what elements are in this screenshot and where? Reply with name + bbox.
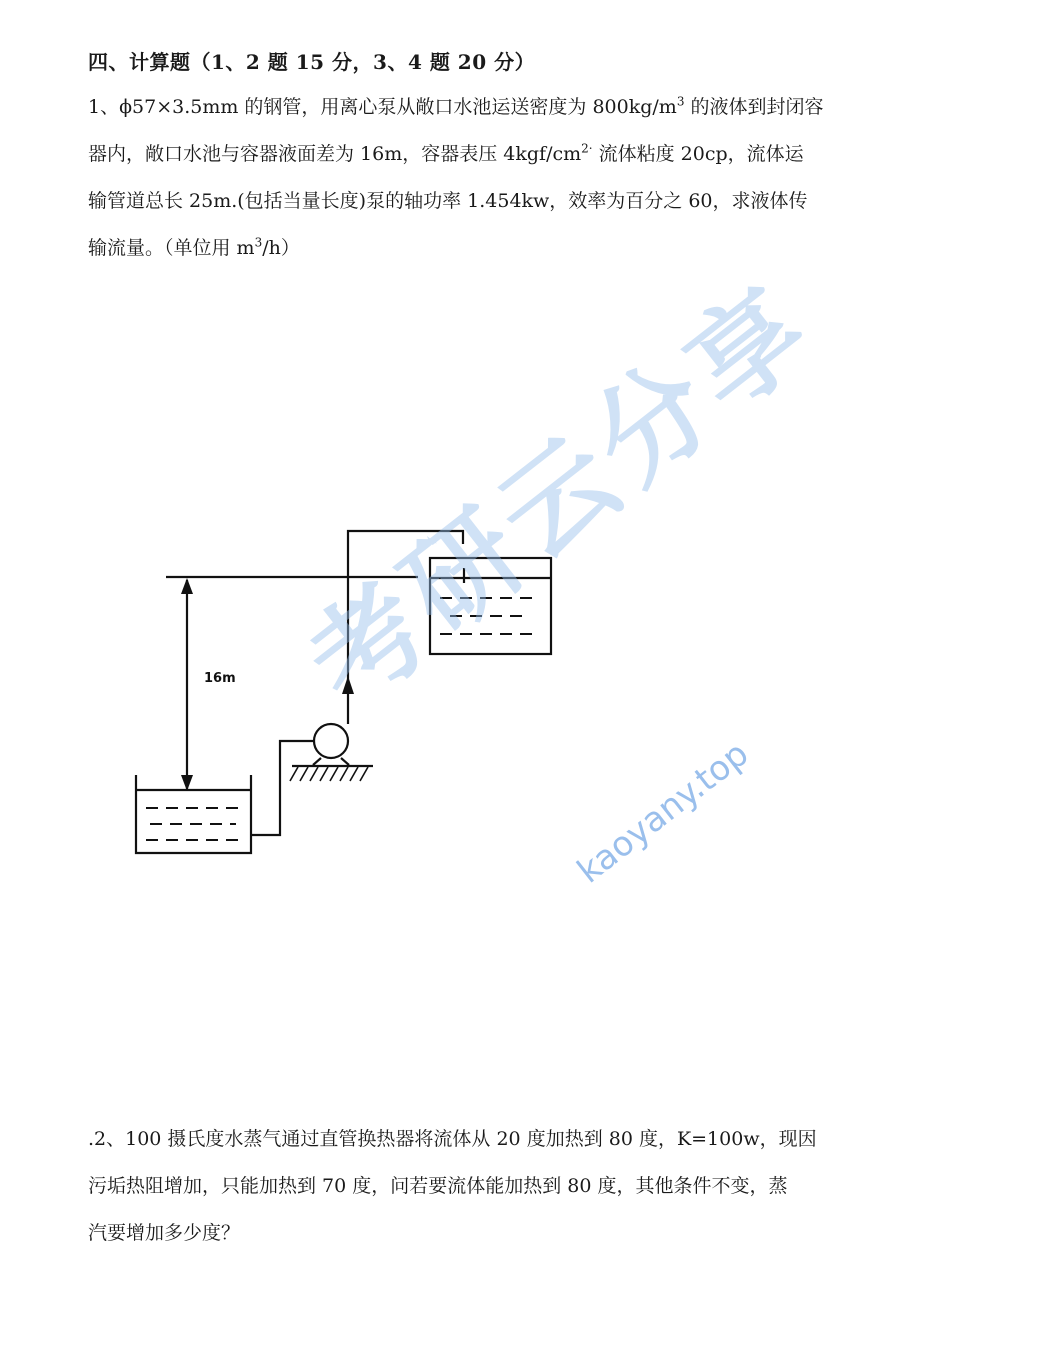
problem-1-line-3: 输管道总长 25m.(包括当量长度)泵的轴功率 1.454kw，效率为百分之 60，求液体传 — [88, 190, 808, 212]
centrifugal-pump — [314, 724, 348, 758]
problem-1-line-1-tail: 的液体到封闭容 — [684, 96, 824, 118]
watermark-chinese: 考研云分享 — [285, 260, 839, 733]
suction-pipe — [251, 741, 315, 835]
problem-1-line-4-tail: /h） — [262, 237, 300, 259]
height-label: 16m — [204, 671, 236, 686]
section-title: 四、计算题（1、2 题 15 分，3、4 题 20 分） — [88, 50, 536, 74]
dimension-arrow-bottom — [181, 775, 193, 791]
dimension-arrow-top — [181, 578, 193, 594]
problem-1-line-2-text: 器内，敞口水池与容器液面差为 16m，容器表压 4kgf/cm — [88, 143, 582, 165]
problem-1-line-1-text: 1、ϕ57×3.5mm 的钢管，用离心泵从敞口水池运送密度为 800kg/m — [88, 96, 677, 118]
watermark-url: kaoyany.top — [570, 733, 757, 892]
discharge-pipe — [348, 531, 463, 724]
pump-leg-right — [341, 758, 349, 765]
flow-unit-exponent: 3 — [254, 235, 263, 250]
problem-2 — [88, 1116, 918, 1257]
closed-container — [430, 558, 551, 654]
pump-base-hatching — [290, 767, 368, 781]
pressure-unit-exponent: 2· — [581, 141, 593, 156]
pump-leg-left — [313, 758, 321, 765]
problem-2-line-2: 污垢热阻增加，只能加热到 70 度，问若要流体能加热到 80 度，其他条件不变，蒸 — [88, 1175, 788, 1197]
problem-2-line-1: .2、100 摄氏度水蒸气通过直管换热器将流体从 20 度加热到 80 度，K=100w，现因 — [88, 1128, 817, 1150]
problem-2-line-3: 汽要增加多少度？ — [88, 1222, 241, 1244]
flow-direction-arrow — [342, 676, 354, 694]
problem-1-line-2-tail: 流体粘度 20cp，流体运 — [592, 143, 804, 165]
closed-container-liquid — [440, 598, 540, 634]
open-tank — [136, 775, 251, 853]
open-tank-liquid — [146, 808, 240, 840]
problem-1-line-4-text: 输流量。（单位用 m — [88, 237, 255, 259]
density-unit-exponent: 3 — [676, 94, 685, 109]
